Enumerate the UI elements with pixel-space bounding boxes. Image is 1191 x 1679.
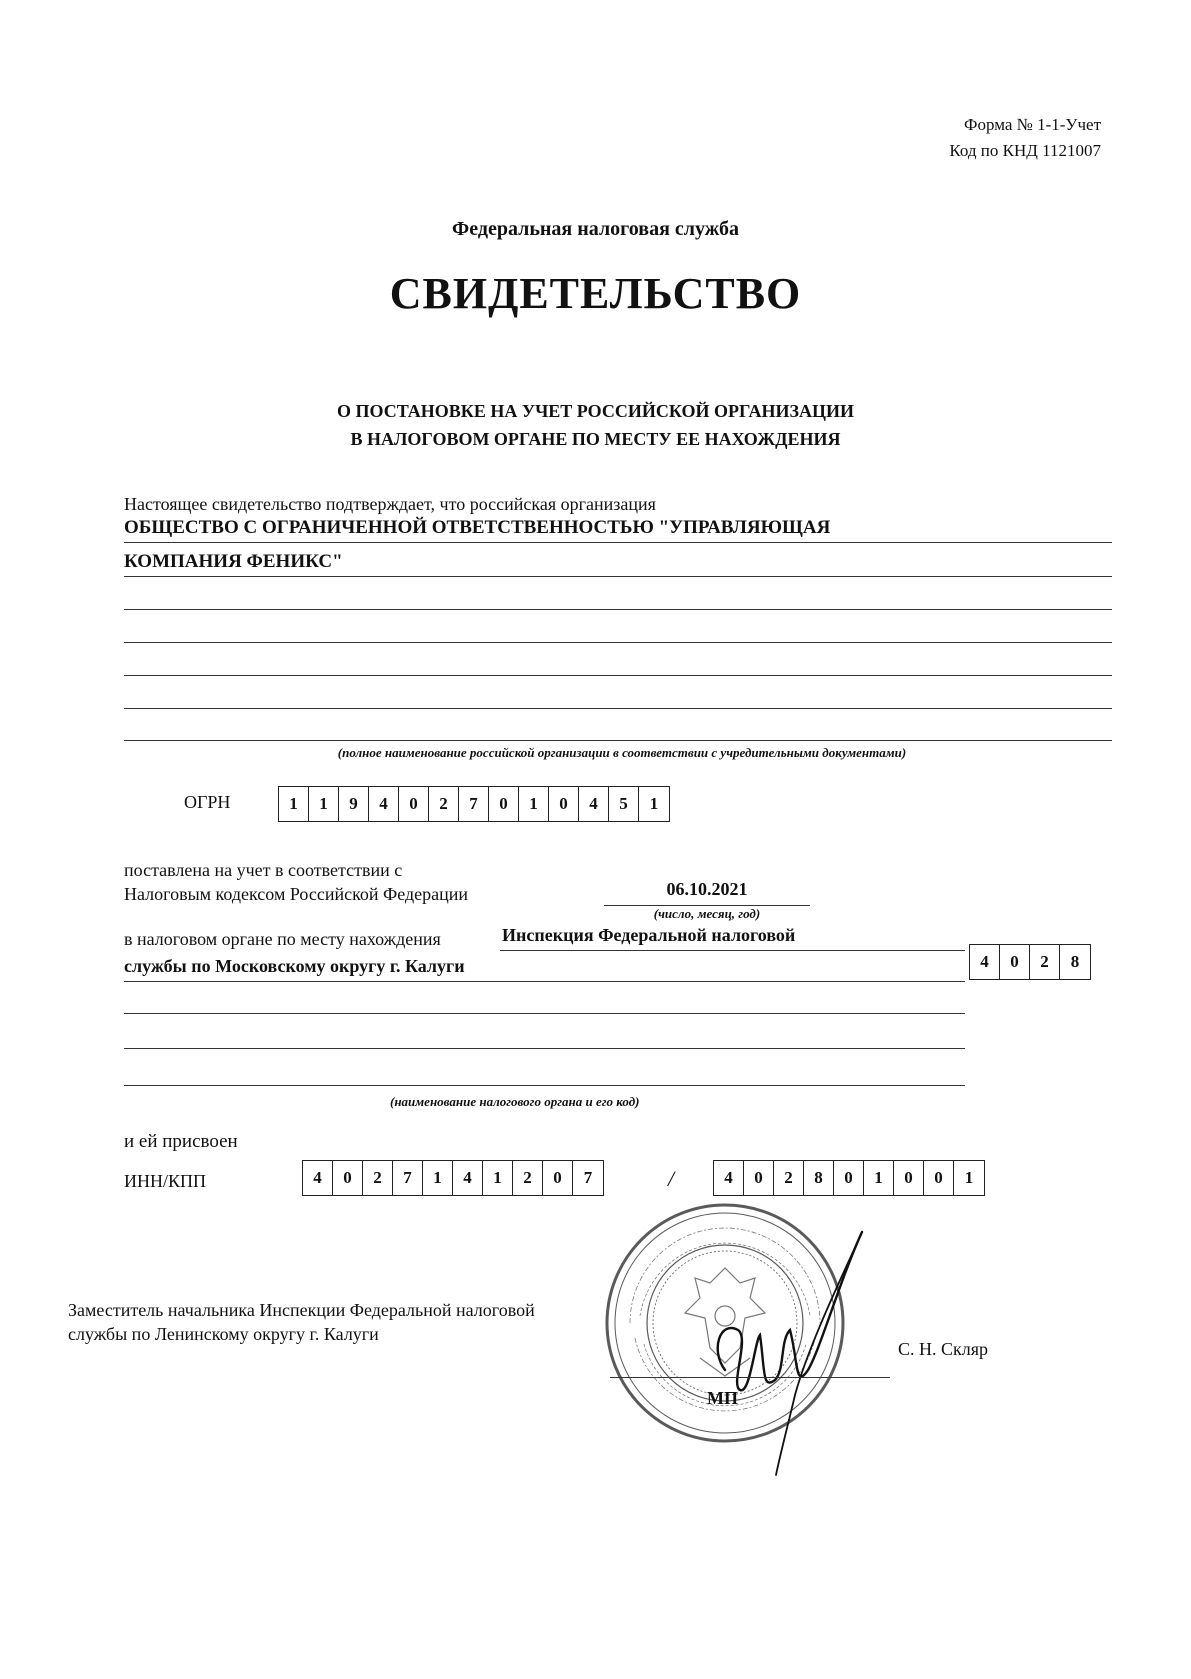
digit-box: 1 [864, 1161, 894, 1195]
tax-authority-line-1 [500, 925, 965, 951]
digit-box: 8 [1070, 952, 1080, 971]
tax-authority-name-2: службы по Московскому округу г. Калуги [124, 956, 465, 976]
registration-date-field [604, 879, 810, 906]
signature-image [700, 1220, 870, 1480]
org-name-line-1 [124, 512, 1112, 543]
inn-kpp-label: ИНН/КПП [124, 1171, 207, 1191]
tax-authority-blank-line [124, 1048, 965, 1049]
digit-box: 1 [279, 787, 309, 821]
registration-line-2: Налоговым кодексом Российской Федерации [124, 884, 469, 904]
tax-authority-blank-line [124, 1013, 965, 1014]
digit-box: 0 [744, 1161, 774, 1195]
agency-name: Федеральная налоговая служба [452, 218, 739, 240]
digit-box: 0 [489, 787, 519, 821]
digit-box: 1 [423, 1161, 453, 1195]
digit-box: 2 [1030, 945, 1060, 979]
digit-box: 4 [303, 1161, 333, 1195]
kpp-boxes [713, 1160, 985, 1196]
digit-box: 0 [894, 1161, 924, 1195]
org-name-text-1: ОБЩЕСТВО С ОГРАНИЧЕННОЙ ОТВЕТСТВЕННОСТЬЮ "УПРАВЛЯЮЩАЯ [124, 517, 831, 538]
digit-box: 4 [453, 1161, 483, 1195]
assigned-label: и ей присвоен [124, 1131, 238, 1152]
digit-box: 4 [369, 787, 399, 821]
form-header [949, 112, 1101, 164]
org-name-text-2: КОМПАНИЯ ФЕНИКС" [124, 551, 343, 572]
digit-box: 9 [339, 787, 369, 821]
digit-box: 1 [519, 787, 549, 821]
digit-box: 0 [924, 1161, 954, 1195]
org-blank-line [124, 579, 1112, 610]
org-blank-line [124, 645, 1112, 676]
digit-box: 2 [429, 787, 459, 821]
signature-line [610, 1377, 890, 1378]
org-blank-line [124, 678, 1112, 709]
subtitle-line-1: О ПОСТАНОВКЕ НА УЧЕТ РОССИЙСКОЙ ОРГАНИЗАЦИИ [336, 401, 855, 421]
registration-date: 06.10.2021 [666, 879, 748, 899]
digit-box: 0 [543, 1161, 573, 1195]
registration-line-1: поставлена на учет в соответствии с [124, 860, 403, 880]
tax-authority-code-boxes [969, 944, 1091, 980]
org-name-line-2 [124, 546, 1112, 577]
org-blank-line [124, 612, 1112, 643]
subtitle-line-2: В НАЛОГОВОМ ОРГАНЕ ПО МЕСТУ ЕЕ НАХОЖДЕНИЯ [350, 429, 841, 449]
document-subtitle [0, 397, 1191, 453]
stamp-mark: МП [707, 1388, 738, 1408]
digit-box: 0 [549, 787, 579, 821]
digit-box: 0 [1000, 945, 1030, 979]
digit-box: 0 [834, 1161, 864, 1195]
signer-position: Заместитель начальника Инспекции Федеральной налоговой службы по Ленинскому округу г. Калуги [68, 1300, 535, 1344]
digit-box: 4 [714, 1161, 744, 1195]
org-blank-line [124, 710, 1112, 741]
digit-box: 7 [583, 1168, 593, 1187]
digit-box: 0 [399, 787, 429, 821]
digit-box: 7 [393, 1161, 423, 1195]
ogrn-boxes [278, 786, 670, 822]
tax-authority-line-2 [124, 956, 965, 982]
tax-authority-name-1: Инспекция Федеральной налоговой [502, 925, 796, 945]
tax-authority-caption: (наименование налогового органа и его код) [390, 1094, 640, 1109]
date-caption: (число, месяц, год) [653, 906, 761, 921]
digit-box: 5 [609, 787, 639, 821]
digit-box: 0 [333, 1161, 363, 1195]
knd-code: Код по КНД 1121007 [949, 141, 1101, 160]
digit-box: 2 [513, 1161, 543, 1195]
inn-kpp-separator: / [668, 1166, 675, 1191]
tax-authority-blank-line [124, 1085, 965, 1086]
digit-box: 1 [964, 1168, 974, 1187]
inn-boxes [302, 1160, 604, 1196]
intro-text: Настоящее свидетельство подтверждает, что российская организация [124, 494, 656, 514]
digit-box: 7 [459, 787, 489, 821]
digit-box: 4 [970, 945, 1000, 979]
org-caption: (полное наименование российской организации в соответствии с учредительными документами) [337, 745, 907, 760]
document-title: СВИДЕТЕЛЬСТВО [389, 269, 802, 318]
signer-name: С. Н. Скляр [898, 1339, 989, 1359]
tax-authority-label: в налоговом органе по месту нахождения [124, 929, 441, 949]
digit-box: 1 [309, 787, 339, 821]
digit-box: 1 [649, 794, 659, 813]
digit-box: 4 [579, 787, 609, 821]
form-number: Форма № 1-1-Учет [964, 115, 1101, 134]
digit-box: 2 [363, 1161, 393, 1195]
digit-box: 2 [774, 1161, 804, 1195]
ogrn-label: ОГРН [184, 792, 231, 812]
digit-box: 8 [804, 1161, 834, 1195]
digit-box: 1 [483, 1161, 513, 1195]
